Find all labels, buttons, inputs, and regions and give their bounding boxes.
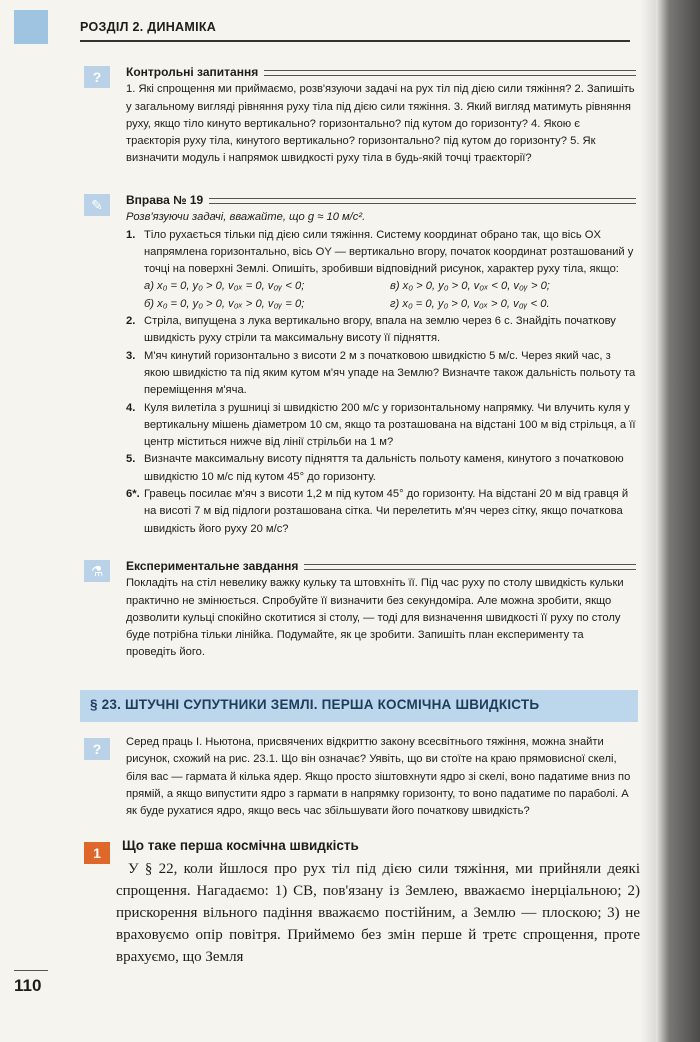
- header-rule: [80, 40, 630, 42]
- formula-row: [144, 278, 636, 295]
- formula-a: а) x₀ = 0, y₀ > 0, v₀ₓ = 0, v₀ᵧ < 0;: [144, 280, 305, 293]
- exercise-item: 6*. Гравець посилає м'яч з висоти 1,2 м під кутом 45° до горизонту. На відстані 20 м від гравця й на висоті 7 м від підлоги розташована сітка. Чи перелетить м'яч через сітку, якщо початкова швидкість його руху 20 м/с?: [126, 488, 629, 535]
- control-questions-heading: Контрольні запитання: [126, 64, 636, 81]
- page-number: 110: [14, 976, 42, 995]
- question-icon: ?: [84, 66, 110, 88]
- exercise-note: Розв'язуючи задачі, вважайте, що g ≈ 10 м/с².: [126, 211, 366, 224]
- section-title: § 23. ШТУЧНІ СУПУТНИКИ ЗЕМЛІ. ПЕРША КОСМІЧНА ШВИДКІСТЬ: [90, 697, 540, 712]
- experimental-task: [126, 558, 636, 662]
- chapter-header: РОЗДІЛ 2. ДИНАМІКА: [80, 20, 217, 34]
- exercise-item: 4. Куля вилетіла з рушниці зі швидкістю 200 м/с у горизонтальному напрямку. Чи влучить куля у вертикальну мішень діаметром 10 см, якщо та розташована на відстані 100 м від стрільця, а її центр міститься нижче від лінії стрільби на 1 м?: [126, 401, 636, 449]
- formula-g: г) x₀ = 0, y₀ > 0, v₀ₓ > 0, v₀ᵧ < 0.: [390, 297, 550, 310]
- exercise-item: 1. Тіло рухається тільки під дією сили тяжіння. Систему координат обрано так, що вісь OX напрямлена горизонтально, вісь OY — вертикально вгору, початок координат розташований у точці на поверхні Землі. Опишіть, зробивши відповідний рисунок, характер руху тіла, якщо: а) x₀ = 0, y₀ > 0, v₀ₓ = 0, v₀ᵧ < 0; в) x₀ > 0, y₀ > 0, v₀ₓ < 0, v₀ᵧ > 0; б) x₀ = 0, y₀ > 0, v₀ₓ > 0, v₀ᵧ = 0; г) x₀ = 0, y₀ > 0, v₀ₓ > 0, v₀ᵧ < 0.: [126, 227, 636, 313]
- formula-v: в) x₀ > 0, y₀ > 0, v₀ₓ < 0, v₀ᵧ > 0;: [390, 280, 550, 293]
- chapter-corner-tab: [14, 10, 48, 44]
- formula-b: б) x₀ = 0, y₀ > 0, v₀ₓ > 0, v₀ᵧ = 0;: [144, 297, 305, 310]
- question-icon: ?: [84, 738, 110, 760]
- exercise-heading: Вправа № 19: [126, 192, 636, 209]
- subsection-heading: Що таке перша космічна швидкість: [122, 838, 359, 853]
- section-title-band: [80, 690, 638, 722]
- experiment-text: Покладіть на стіл невелику важку кульку та штовхніть її. Під час руху по столу швидкість кульки практично не змінюється. Спробуйте її визначити без секундоміра. Але можна зробити, якщо дозволити кульці спокійно скотитися зі столу, — тоді для визначення швидкості її руху по столу буде потрібна тільки лінійка. Подумайте, як це зробити. Запишіть план експерименту та проведіть його.: [126, 577, 624, 659]
- page-gutter: [640, 0, 656, 1042]
- main-body-text: У § 22, коли йшлося про рух тіл під дією сили тяжіння, ми прийняли деякі спрощення. Нагадаємо: 1) СВ, пов'язану із Землею, вважаємо інерціальною; 2) прискорення вільного падіння вважаємо постійним, а Землю — плоскою; 3) не враховуємо опір повітря. Приймемо без змін перше й третє спрощення, проте врахуємо, що Земля: [116, 861, 640, 965]
- subsection-number-badge: 1: [84, 842, 110, 864]
- control-questions: [126, 64, 636, 168]
- exercise-item: 5. Визначте максимальну висоту підняття та дальність польоту каменя, кинутого з початковою швидкістю 10 м/с під кутом 45° до горизонту.: [126, 453, 624, 483]
- exercise-item: 3. М'яч кинутий горизонтально з висоти 2 м з початковою швидкістю 5 м/с. Через який час, з якою швидкістю та під яким кутом м'яч упаде на Землю? Визначте також дальність польоту та переміщення м'яча.: [126, 349, 636, 397]
- exercise-19: [126, 192, 636, 538]
- pencil-icon: ✎: [84, 194, 110, 216]
- experiment-heading: Експериментальне завдання: [126, 558, 636, 575]
- formula-row: [144, 296, 636, 313]
- page-number-rule: [14, 970, 48, 971]
- section-intro: Серед праць І. Ньютона, присвячених відкриттю закону всесвітнього тяжіння, можна знайти рисунок, схожий на рис. 23.1. Що він означає? Уявіть, що ви стоїте на краю прямовисної скелі, біля вас — гармата й кілька ядер. Якщо просто зіштовхнути ядро зі скелі, воно падатиме вниз по прямій, а якщо випустити ядро з гармати в напрямку горизонту, то воно падатиме по параболі. А як буде рухатися ядро, якщо весь час збільшувати його початкову швидкість?: [126, 736, 631, 818]
- experiment-icon: ⚗: [84, 560, 110, 582]
- page-binding-shadow: [656, 0, 700, 1042]
- exercise-item: 2. Стріла, випущена з лука вертикально вгору, впала на землю через 6 с. Знайдіть початкову швидкість руху стріли та максимальну висоту її підняття.: [126, 315, 616, 345]
- control-questions-text: 1. Які спрощення ми приймаємо, розв'язуючи задачі на рух тіл під дією сили тяжіння? 2. Запишіть у загальному вигляді рівняння руху тіла під дією сили тяжіння. 3. Який вигляд матимуть рівняння руху, якщо тіло кинуто вертикально? горизонтально? під кутом до горизонту? 4. Якою є траєкторія руху тіла, кинутого вертикально? горизонтально? під кутом до горизонту? 5. Як визначити модуль і напрямок швидкості руху тіла в будь-якій точці траєкторії?: [126, 83, 635, 165]
